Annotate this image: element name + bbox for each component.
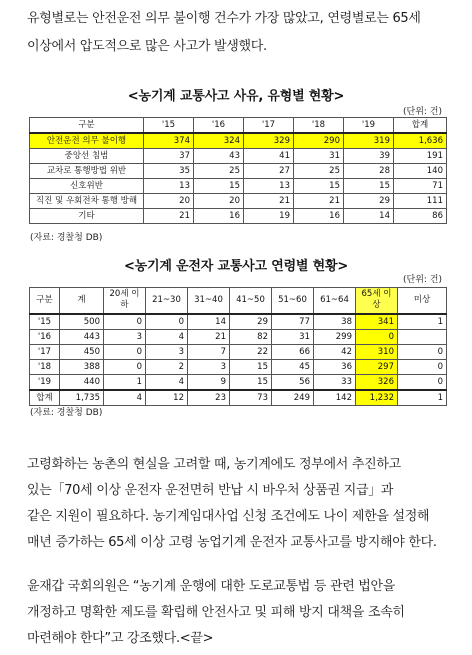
cell: 13 xyxy=(144,179,194,194)
cell: 440 xyxy=(60,374,104,390)
cell: 39 xyxy=(344,149,394,164)
cell: 66 xyxy=(272,344,314,359)
cell: 20 xyxy=(194,194,244,209)
table-total-row xyxy=(30,390,447,406)
cell: 4 xyxy=(146,329,188,344)
cell: 37 xyxy=(144,149,194,164)
cell: 3 xyxy=(104,329,146,344)
paragraph-line: 고령화하는 농촌의 현실을 고려할 때, 농기계에도 정부에서 추진하고 xyxy=(27,457,401,472)
table-row xyxy=(30,179,447,194)
cell: 191 xyxy=(394,149,447,164)
cell: 3 xyxy=(146,344,188,359)
cell: 0 xyxy=(146,314,188,330)
cell xyxy=(398,329,447,344)
cell: 1 xyxy=(104,374,146,390)
cell: 35 xyxy=(144,164,194,179)
cell: 56 xyxy=(272,374,314,390)
column-header: 계 xyxy=(60,288,104,314)
row-label: 안전운전 의무 불이행 xyxy=(30,133,144,149)
cell: 14 xyxy=(188,314,230,330)
cell: 42 xyxy=(314,344,356,359)
cell: 21 xyxy=(144,209,194,224)
cell: 15 xyxy=(230,374,272,390)
cell: 36 xyxy=(314,359,356,374)
column-header: '15 xyxy=(144,118,194,134)
cell: 290 xyxy=(294,133,344,149)
cell: 329 xyxy=(244,133,294,149)
cell: 16 xyxy=(294,209,344,224)
table2-source: (자료: 경찰청 DB) xyxy=(30,408,103,418)
column-header: '16 xyxy=(194,118,244,134)
cell: 23 xyxy=(188,390,230,406)
paragraph-line: 매년 증가하는 65세 이상 고령 농업기계 운전자 교통사고를 방지해야 한다. xyxy=(27,535,437,550)
table-row xyxy=(30,194,447,209)
row-label: '15 xyxy=(30,314,60,330)
column-header: 20세 이하 xyxy=(104,288,146,314)
cell: 388 xyxy=(60,359,104,374)
cell: 500 xyxy=(60,314,104,330)
cell: 22 xyxy=(230,344,272,359)
row-label: 직진 및 우회전차 통행 방해 xyxy=(30,194,144,209)
cell: 0 xyxy=(398,344,447,359)
cell: 1 xyxy=(398,314,447,330)
cell: 86 xyxy=(394,209,447,224)
body-paragraph xyxy=(27,452,449,556)
column-header: 구분 xyxy=(30,288,60,314)
column-header: '18 xyxy=(294,118,344,134)
column-header: 41~50 xyxy=(230,288,272,314)
row-label: 신호위반 xyxy=(30,179,144,194)
table-row xyxy=(30,314,447,330)
cell: 324 xyxy=(194,133,244,149)
table-row xyxy=(30,329,447,344)
cell: 142 xyxy=(314,390,356,406)
cell: 111 xyxy=(394,194,447,209)
cell: 25 xyxy=(194,164,244,179)
cell: 4 xyxy=(104,390,146,406)
cell: 450 xyxy=(60,344,104,359)
cell: 14 xyxy=(344,209,394,224)
table2-unit: (단위: 건) xyxy=(403,275,442,285)
cell: 12 xyxy=(146,390,188,406)
cell: 15 xyxy=(230,359,272,374)
cell: 0 xyxy=(104,314,146,330)
cell: 41 xyxy=(244,149,294,164)
cell: 29 xyxy=(230,314,272,330)
cell: 1,735 xyxy=(60,390,104,406)
cell: 25 xyxy=(294,164,344,179)
table-header-row xyxy=(30,288,447,314)
cell: 29 xyxy=(344,194,394,209)
cell: 0 xyxy=(104,344,146,359)
cell: 15 xyxy=(344,179,394,194)
column-header: 61~64 xyxy=(314,288,356,314)
table1-title: <농기계 교통사고 사유, 유형별 현황> xyxy=(127,89,345,104)
cell: 140 xyxy=(394,164,447,179)
cell: 319 xyxy=(344,133,394,149)
table-row xyxy=(30,374,447,390)
cell-highlighted: 0 xyxy=(356,329,398,344)
paragraph-line: 같은 지원이 필요하다. 농기계임대사업 신청 조건에도 나이 제한을 설정해 xyxy=(27,509,430,524)
cell: 374 xyxy=(144,133,194,149)
row-label: '17 xyxy=(30,344,60,359)
cell-highlighted: 326 xyxy=(356,374,398,390)
cell: 15 xyxy=(194,179,244,194)
column-header: 31~40 xyxy=(188,288,230,314)
column-header: '19 xyxy=(344,118,394,134)
paragraph-line: 있는「70세 이상 운전자 운전면허 반납 시 바우처 상품권 지급」과 xyxy=(27,483,394,498)
table1-source: (자료: 경찰청 DB) xyxy=(30,233,103,243)
cell: 45 xyxy=(272,359,314,374)
column-header: '17 xyxy=(244,118,294,134)
age-group-table xyxy=(29,287,447,406)
table-row xyxy=(30,164,447,179)
cell: 443 xyxy=(60,329,104,344)
table-row xyxy=(30,344,447,359)
row-label: '18 xyxy=(30,359,60,374)
row-label: '16 xyxy=(30,329,60,344)
cell: 77 xyxy=(272,314,314,330)
column-header: 미상 xyxy=(398,288,447,314)
paragraph-line: 마련해야 한다”고 강조했다.<끝> xyxy=(27,631,214,646)
cell-highlighted: 341 xyxy=(356,314,398,330)
cell: 13 xyxy=(244,179,294,194)
intro-line: 이상에서 압도적으로 많은 사고가 발생했다. xyxy=(27,39,267,54)
row-label: 기타 xyxy=(30,209,144,224)
cell: 82 xyxy=(230,329,272,344)
cell: 21 xyxy=(244,194,294,209)
cause-type-table xyxy=(29,117,447,224)
cell: 20 xyxy=(144,194,194,209)
cell: 2 xyxy=(146,359,188,374)
intro-line: 유형별로는 안전운전 의무 불이행 건수가 가장 많았고, 연령별로는 65세 xyxy=(27,11,421,26)
cell: 249 xyxy=(272,390,314,406)
row-label: '19 xyxy=(30,374,60,390)
closing-paragraph xyxy=(27,574,449,652)
cell-highlighted: 310 xyxy=(356,344,398,359)
cell: 21 xyxy=(294,194,344,209)
cell: 1,636 xyxy=(394,133,447,149)
cell: 299 xyxy=(314,329,356,344)
cell: 28 xyxy=(344,164,394,179)
table2-title: <농기계 운전자 교통사고 연령별 현황> xyxy=(123,259,349,274)
row-label: 교차로 통행방법 위반 xyxy=(30,164,144,179)
cell: 19 xyxy=(244,209,294,224)
cell: 73 xyxy=(230,390,272,406)
cell: 31 xyxy=(272,329,314,344)
intro-paragraph xyxy=(27,5,449,61)
row-label: 중앙선 침범 xyxy=(30,149,144,164)
cell: 21 xyxy=(188,329,230,344)
cell: 0 xyxy=(398,359,447,374)
cell-highlighted: 1,232 xyxy=(356,390,398,406)
cell: 16 xyxy=(194,209,244,224)
table-header-row xyxy=(30,118,447,134)
table-row xyxy=(30,149,447,164)
table1-unit: (단위: 건) xyxy=(403,107,442,117)
cell-highlighted: 297 xyxy=(356,359,398,374)
cell: 9 xyxy=(188,374,230,390)
cell: 3 xyxy=(188,359,230,374)
table-row-highlighted xyxy=(30,133,447,149)
cell: 0 xyxy=(104,359,146,374)
table-row xyxy=(30,209,447,224)
cell: 7 xyxy=(188,344,230,359)
cell: 33 xyxy=(314,374,356,390)
cell: 0 xyxy=(398,374,447,390)
cell: 27 xyxy=(244,164,294,179)
column-header: 합계 xyxy=(394,118,447,134)
cell: 71 xyxy=(394,179,447,194)
row-label: 합계 xyxy=(30,390,60,406)
cell: 4 xyxy=(146,374,188,390)
column-header: 구분 xyxy=(30,118,144,134)
cell: 31 xyxy=(294,149,344,164)
paragraph-line: 윤재갑 국회의원은 “농기계 운행에 대한 도로교통법 등 관련 법안을 xyxy=(27,579,396,594)
table-row xyxy=(30,359,447,374)
column-header: 21~30 xyxy=(146,288,188,314)
cell: 38 xyxy=(314,314,356,330)
cell: 43 xyxy=(194,149,244,164)
paragraph-line: 개정하고 명확한 제도를 확립해 안전사고 및 피해 방지 대책을 조속히 xyxy=(27,605,405,620)
column-header-highlighted: 65세 이상 xyxy=(356,288,398,314)
cell: 1 xyxy=(398,390,447,406)
column-header: 51~60 xyxy=(272,288,314,314)
cell: 15 xyxy=(294,179,344,194)
